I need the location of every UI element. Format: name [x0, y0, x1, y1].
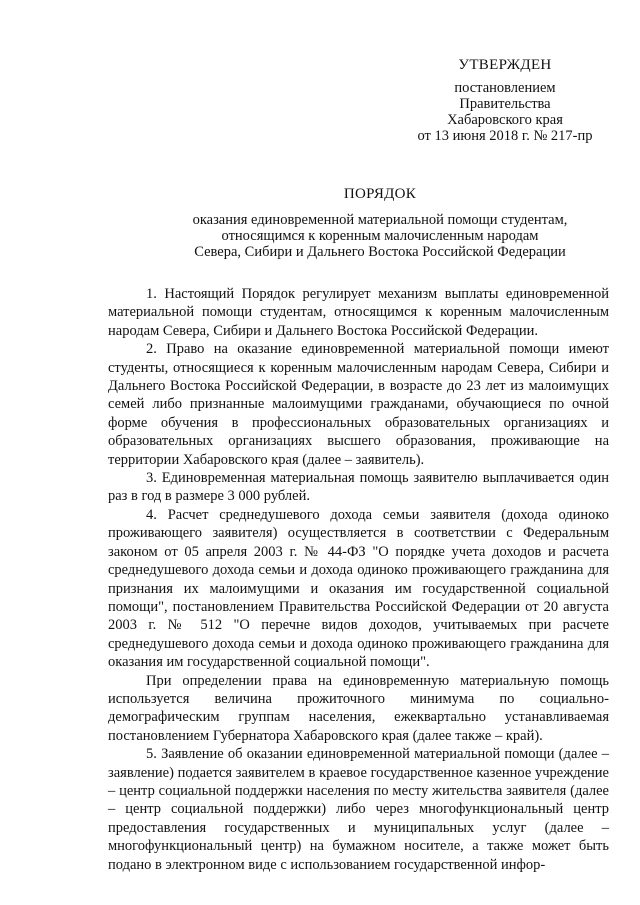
document-subtitle-line: относящимся к коренным малочисленным народам — [221, 228, 539, 244]
approval-block — [400, 57, 610, 144]
approval-date-line: от 13 июня 2018 г. № 217-пр — [417, 128, 593, 144]
document-title: ПОРЯДОК — [343, 186, 417, 202]
paragraph-5: 5. Заявление об оказании единовременной материальной помощи (далее – заявление) подается заявителем в краевое государственное казенное учреждение – центр социальной поддержки населения по месту жительства заявителя (далее – центр социальной поддержки) либо через многофункциональный центр предоставления государственных и муниципальных услуг (далее – многофункциональный центр) на бумажном носителе, а также может быть подано в электронном виде с использованием государственной инфор- — [108, 746, 609, 873]
document-subtitle-line: оказания единовременной материальной помощи студентам, — [192, 212, 568, 228]
approval-line: постановлением — [454, 80, 556, 96]
approval-heading: УТВЕРЖДЕН — [458, 57, 552, 73]
document-body — [108, 285, 609, 874]
paragraph-3: 3. Единовременная материальная помощь заявителю выплачивается один раз в год в размере 3 000 рублей. — [108, 470, 609, 505]
paragraph-4-continuation: При определении права на единовременную материальную помощь используется величина прожиточного минимума по социально-демографическим группам населения, ежеквартально устанавливаемая постановлением Губернатора Хабаровского края (далее также – край). — [108, 672, 609, 744]
paragraph-1: 1. Настоящий Порядок регулирует механизм выплаты единовременной материальной помощи студентам, относящимся к коренным малочисленным народам Севера, Сибири и Дальнего Востока Российской Федерации. — [108, 286, 609, 339]
approval-line: Правительства — [459, 96, 551, 112]
paragraph-4: 4. Расчет среднедушевого дохода семьи заявителя (дохода одиноко проживающего заявителя) осуществляется в соответствии с Федеральным законом от 05 апреля 2003 г. № 44-ФЗ "О порядке учета доходов и расчета среднедушевого дохода семьи и дохода одиноко проживающего гражданина для признания их малоимущими и оказания им государственной социальной помощи", постановлением Правительства Российской Федерации от 20 августа 2003 г. № 512 "О перечне видов доходов, учитываемых при расчете среднедушевого дохода семьи и дохода одиноко проживающего гражданина для оказания им государственной социальной помощи". — [108, 506, 609, 671]
paragraph-2: 2. Право на оказание единовременной материальной помощи имеют студенты, относящиеся к коренным малочисленным народам Севера, Сибири и Дальнего Востока Российской Федерации, в возрасте до 23 лет из малоимущих семей либо признанные малоимущими гражданами, обучающиеся по очной форме обучения в профессиональных образовательных организациях и образовательных организациях высшего образования, проживающие на территории Хабаровского края (далее – заявитель). — [108, 341, 609, 468]
document-title-block — [120, 186, 640, 260]
approval-line: Хабаровского края — [447, 112, 563, 128]
document-subtitle-line: Севера, Сибири и Дальнего Востока Российской Федерации — [194, 244, 566, 260]
